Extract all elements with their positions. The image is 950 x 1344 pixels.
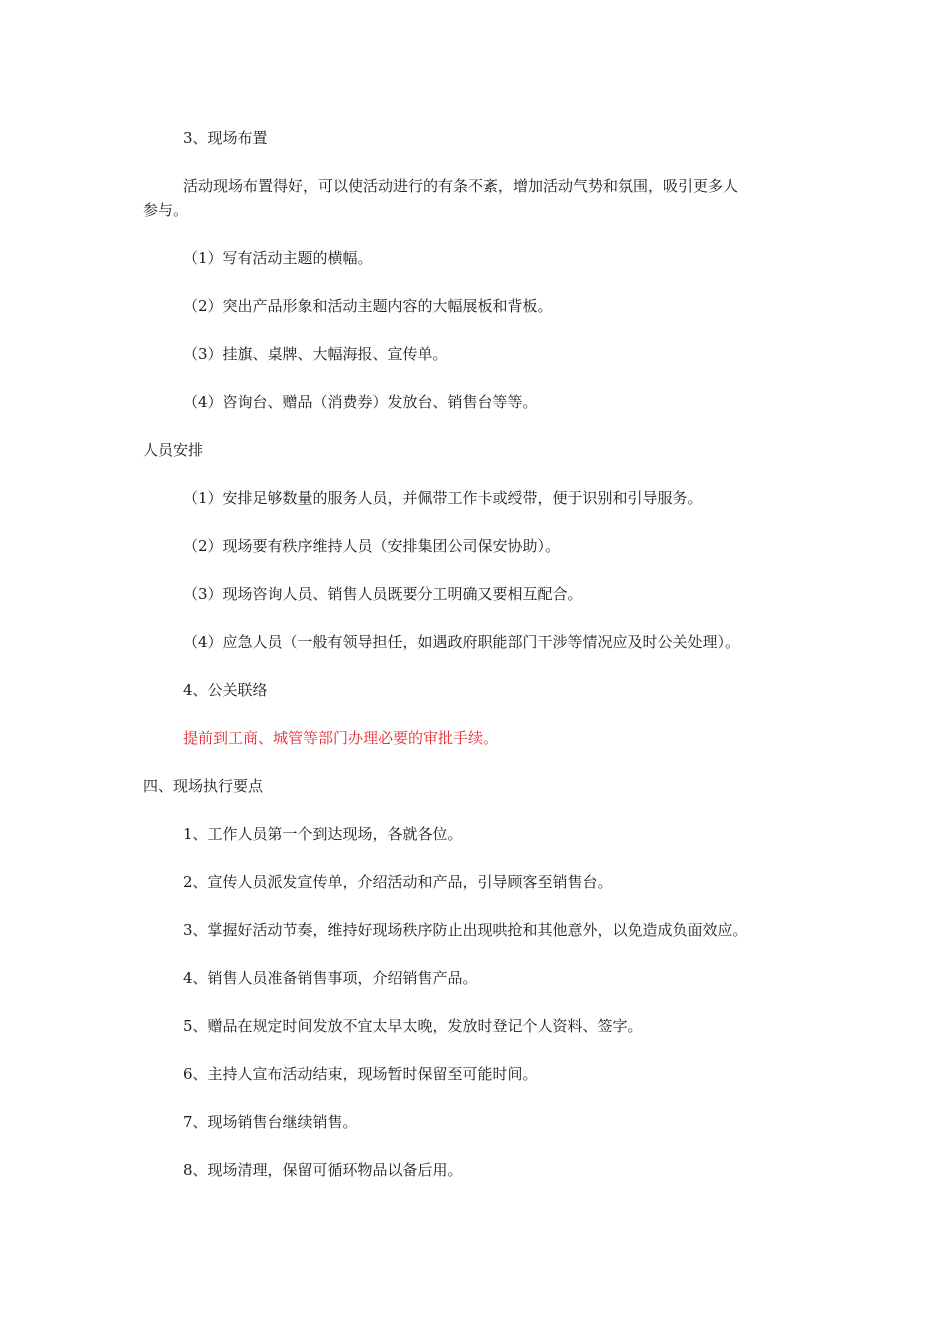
staff-item-4: （4）应急人员（一般有领导担任，如遇政府职能部门干涉等情况应及时公关处理）。 xyxy=(183,633,741,651)
pr-approval-text: 提前到工商、城管等部门办理必要的审批手续。 xyxy=(183,729,499,747)
execution-item-4: 4、销售人员准备销售事项，介绍销售产品。 xyxy=(183,969,478,987)
section-heading-staff: 人员安排 xyxy=(143,441,204,459)
paragraph-layout-line-2: 参与。 xyxy=(143,201,189,219)
execution-item-1: 1、工作人员第一个到达现场，各就各位。 xyxy=(183,825,463,843)
section-heading-execution: 四、现场执行要点 xyxy=(143,777,264,795)
layout-item-4: （4）咨询台、赠品（消费券）发放台、销售台等等。 xyxy=(183,393,538,411)
layout-item-1: （1）写有活动主题的横幅。 xyxy=(183,249,373,267)
layout-item-2: （2）突出产品形象和活动主题内容的大幅展板和背板。 xyxy=(183,297,553,315)
staff-item-3: （3）现场咨询人员、销售人员既要分工明确又要相互配合。 xyxy=(183,585,583,603)
paragraph-layout-line-1: 活动现场布置得好，可以使活动进行的有条不紊，增加活动气势和氛围，吸引更多人 xyxy=(183,177,739,195)
execution-item-7: 7、现场销售台继续销售。 xyxy=(183,1113,358,1131)
staff-item-1: （1）安排足够数量的服务人员，并佩带工作卡或绶带，便于识别和引导服务。 xyxy=(183,489,703,507)
staff-item-2: （2）现场要有秩序维持人员（安排集团公司保安协助）。 xyxy=(183,537,561,555)
execution-item-3: 3、掌握好活动节奏，维持好现场秩序防止出现哄抢和其他意外，以免造成负面效应。 xyxy=(183,921,748,939)
execution-item-6: 6、主持人宣布活动结束，现场暂时保留至可能时间。 xyxy=(183,1065,538,1083)
execution-item-8: 8、现场清理，保留可循环物品以备后用。 xyxy=(183,1161,463,1179)
execution-item-5: 5、赠品在规定时间发放不宜太早太晚，发放时登记个人资料、签字。 xyxy=(183,1017,643,1035)
execution-item-2: 2、宣传人员派发宣传单，介绍活动和产品，引导顾客至销售台。 xyxy=(183,873,613,891)
layout-item-3: （3）挂旗、桌牌、大幅海报、宣传单。 xyxy=(183,345,448,363)
section-heading-layout: 3、现场布置 xyxy=(183,129,268,147)
section-heading-pr: 4、公关联络 xyxy=(183,681,268,699)
